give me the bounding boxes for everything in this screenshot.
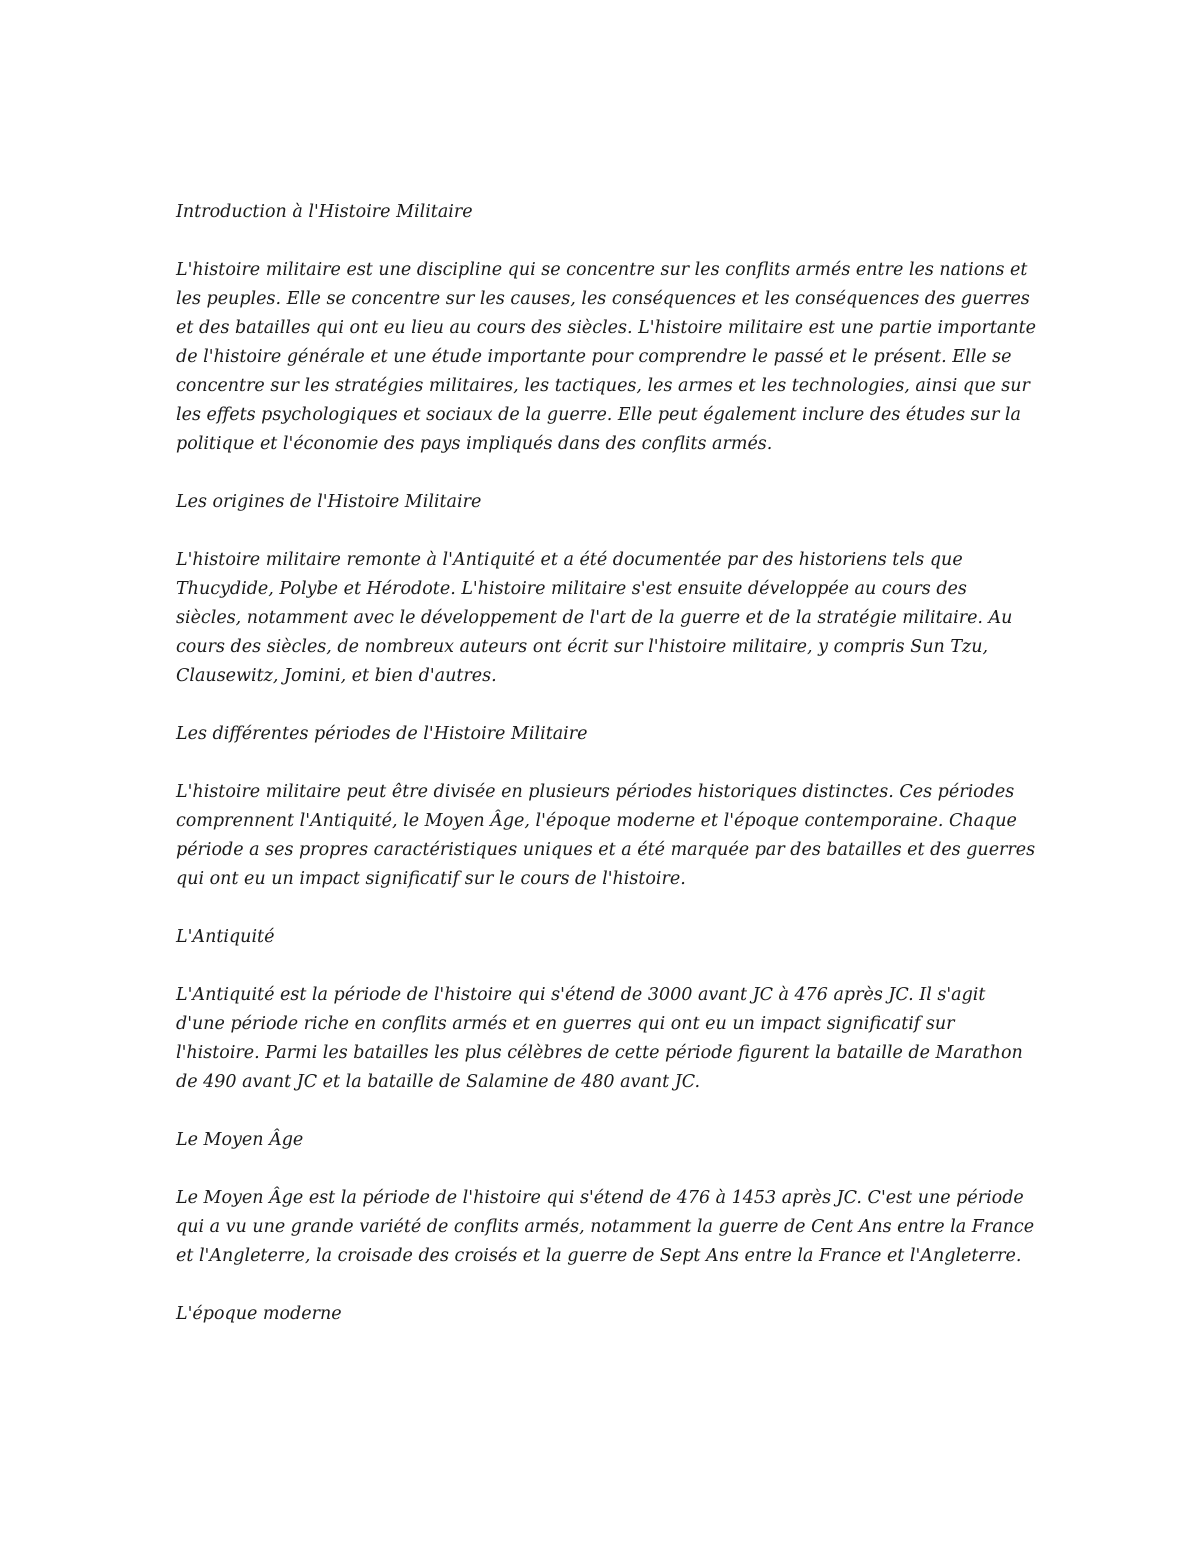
section-heading-epoque-moderne: L'époque moderne [176,1304,342,1324]
paragraph-periodes: L'histoire militaire peut être divisée en plusieurs périodes historiques distinctes. Ces périodes comprennent l'Antiquité, le Moyen Âge, l'époque moderne et l'époque contemporaine. Chaque période a ses propres caractéristiques uniques et a été marquée par des batailles et des guerres qui ont eu un impact significatif sur le cours de l'histoire. [176,782,1036,889]
paragraph-introduction: L'histoire militaire est une discipline qui se concentre sur les conflits armés entre les nations et les peuples. Elle se concentre sur les causes, les conséquences et les conséquences des guerres et des batailles qui ont eu lieu au cours des siècles. L'histoire militaire est une partie importante de l'histoire générale et une étude importante pour comprendre le passé et le présent. Elle se concentre sur les stratégies militaires, les tactiques, les armes et les technologies, ainsi que sur les effets psychologiques et sociaux de la guerre. Elle peut également inclure des études sur la politique et l'économie des pays impliqués dans des conflits armés. [176,260,1036,454]
section-heading-antiquite: L'Antiquité [176,927,275,947]
section-heading-origines: Les origines de l'Histoire Militaire [176,492,482,512]
paragraph-origines: L'histoire militaire remonte à l'Antiquité et a été documentée par des historiens tels que Thucydide, Polybe et Hérodote. L'histoire militaire s'est ensuite développée au cours des siècles, notamment avec le développement de l'art de la guerre et de la stratégie militaire. Au cours des siècles, de nombreux auteurs ont écrit sur l'histoire militaire, y compris Sun Tzu, Clausewitz, Jomini, et bien d'autres. [176,550,1013,686]
section-heading-periodes: Les différentes périodes de l'Histoire Militaire [176,724,588,744]
paragraph-antiquite: L'Antiquité est la période de l'histoire qui s'étend de 3000 avant JC à 476 après JC. Il s'agit d'une période riche en conflits armés et en guerres qui ont eu un impact significatif sur l'histoire. Parmi les batailles les plus célèbres de cette période figurent la bataille de Marathon de 490 avant JC et la bataille de Salamine de 480 avant JC. [176,985,1023,1092]
section-heading-introduction: Introduction à l'Histoire Militaire [176,202,473,222]
document-body [176,198,1036,1358]
section-heading-moyen-age: Le Moyen Âge [176,1130,304,1150]
paragraph-moyen-age: Le Moyen Âge est la période de l'histoire qui s'étend de 476 à 1453 après JC. C'est une période qui a vu une grande variété de conflits armés, notamment la guerre de Cent Ans entre la France et l'Angleterre, la croisade des croisés et la guerre de Sept Ans entre la France et l'Angleterre. [176,1188,1035,1266]
